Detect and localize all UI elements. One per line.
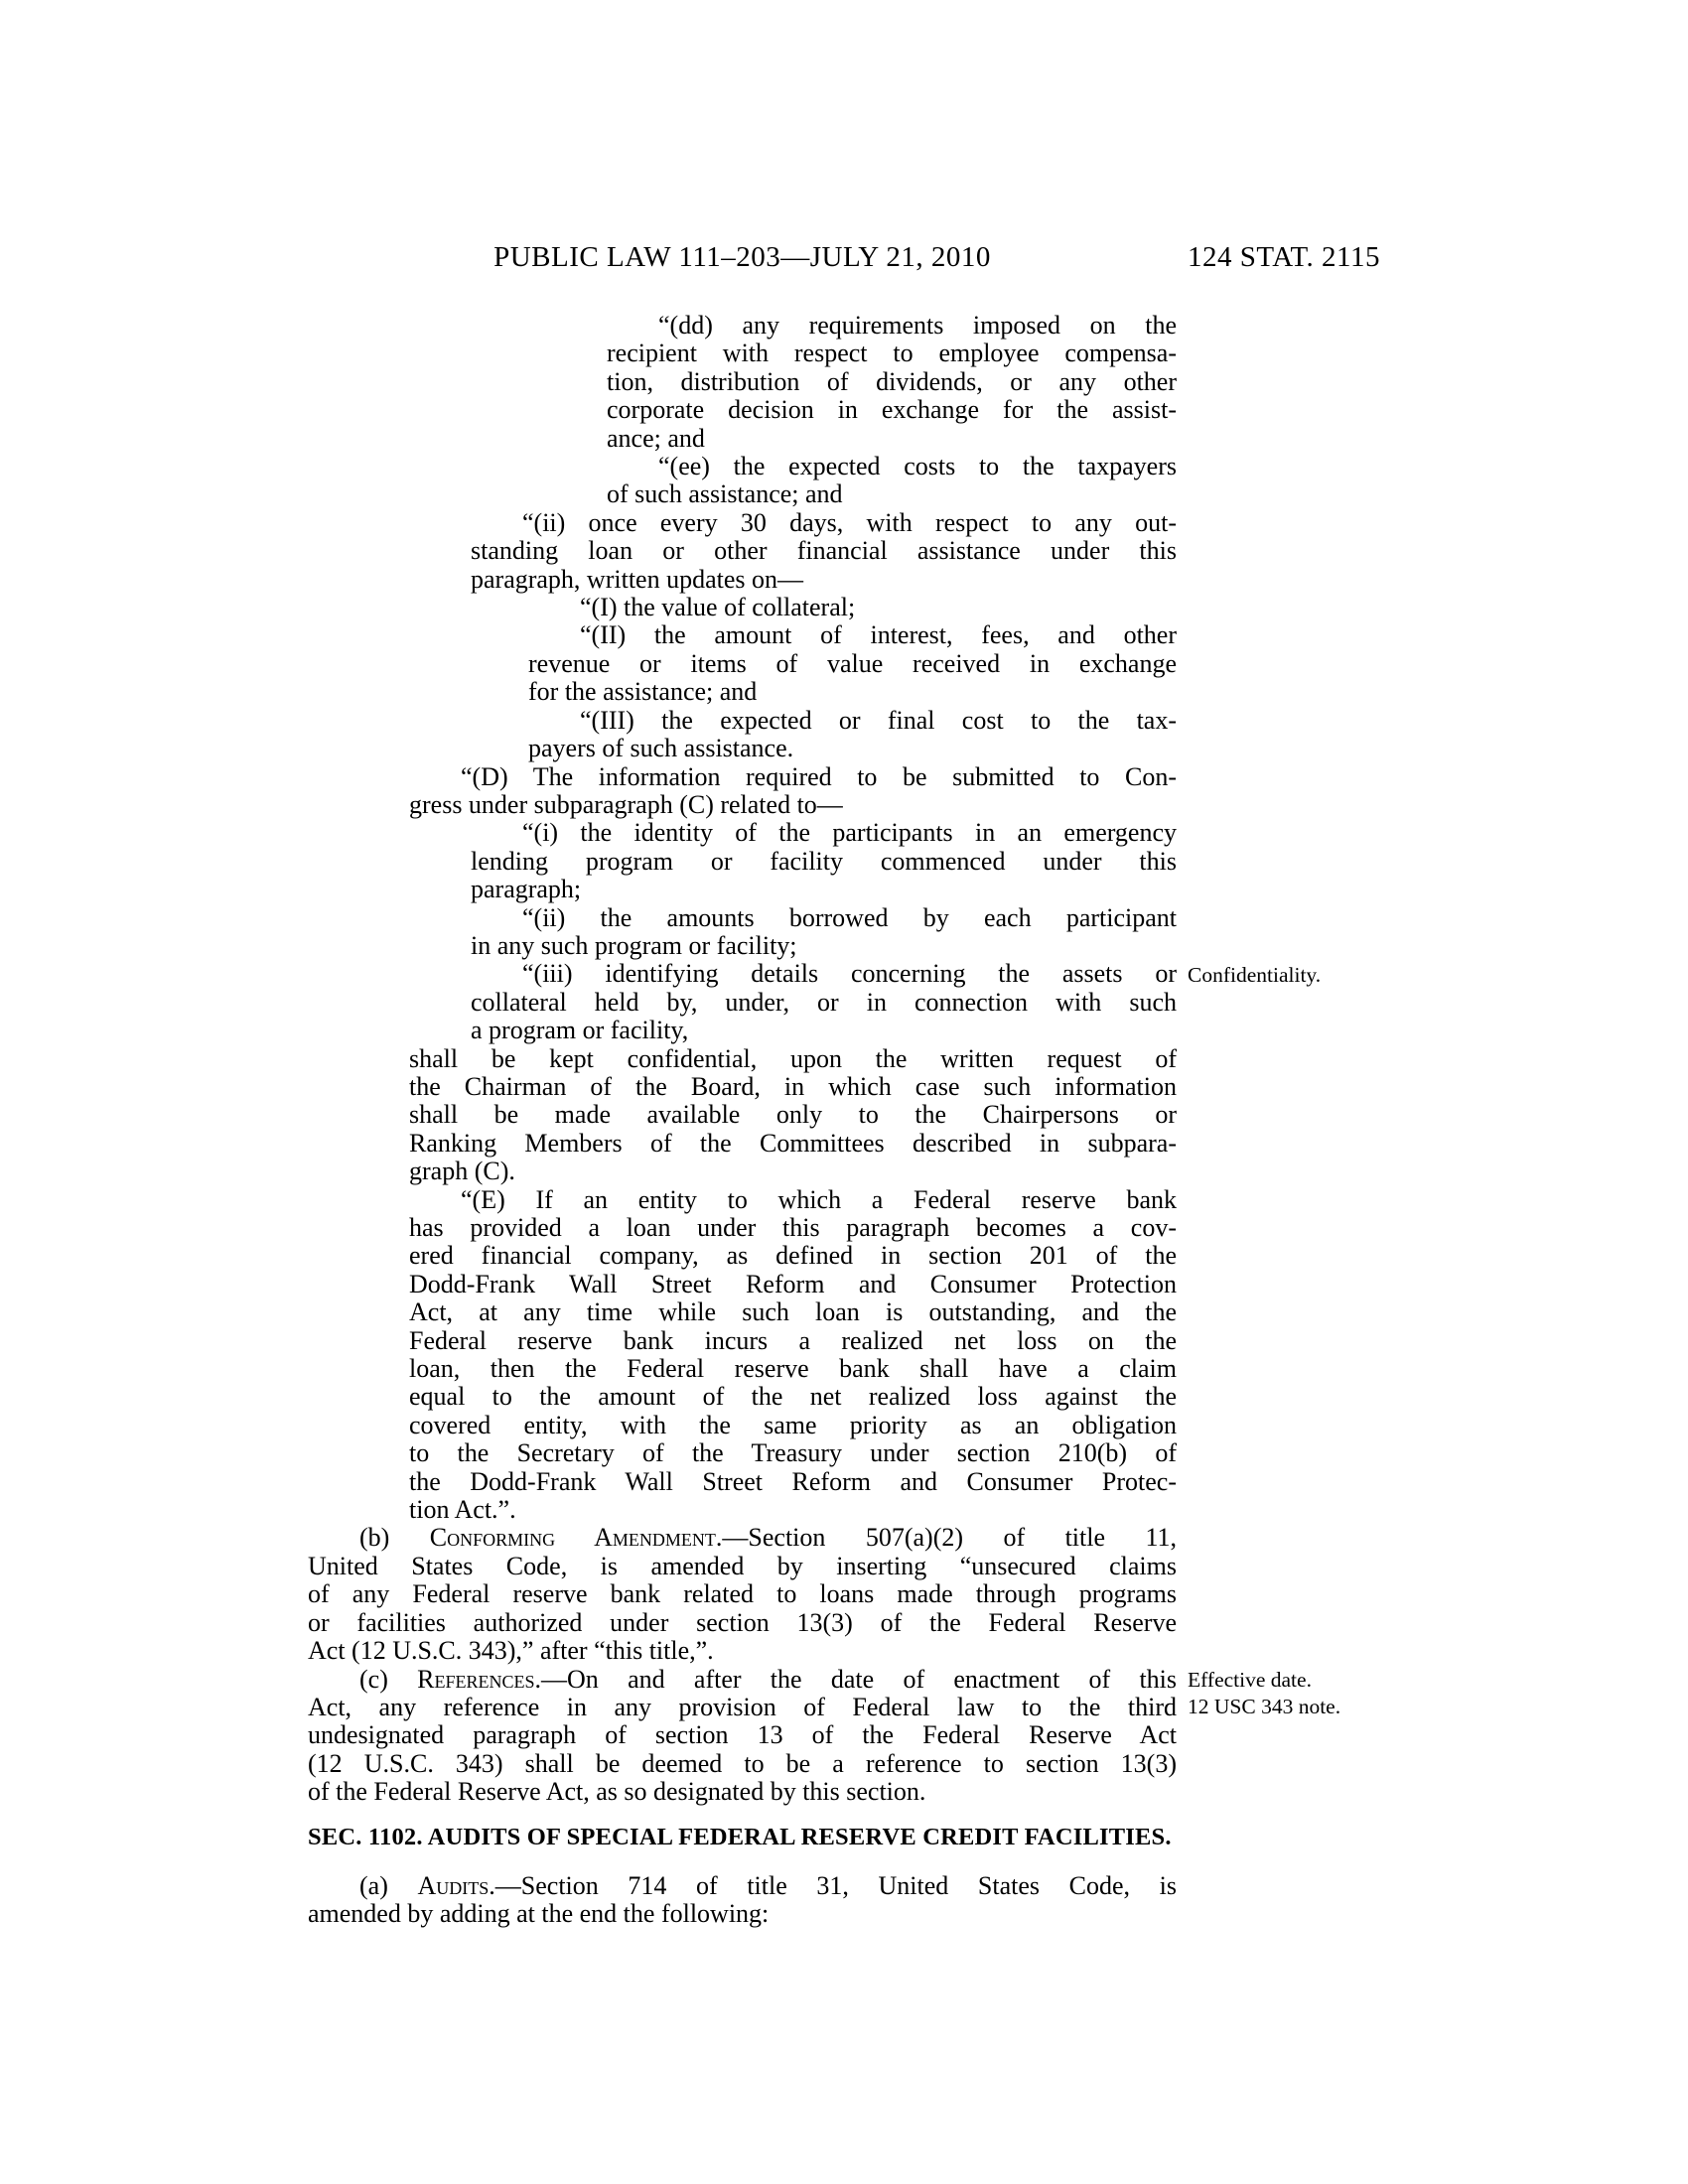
- text-line: “(ii) the amounts borrowed by each participant: [522, 902, 1177, 932]
- text-line: “(II) the amount of interest, fees, and other: [580, 620, 1177, 650]
- text-line: tion, distribution of dividends, or any other: [607, 366, 1177, 396]
- margin-note: [1188, 962, 1401, 989]
- text-line: revenue or items of value received in exchange: [528, 648, 1177, 678]
- margin-note-line: Confidentiality.: [1188, 963, 1322, 988]
- paragraph: [528, 707, 1177, 763]
- text-line: Act, any reference in any provision of Federal law to the third: [308, 1692, 1177, 1721]
- paragraph: [471, 904, 1177, 961]
- text-line: paragraph, written updates on—: [471, 564, 804, 594]
- small-caps-text: Conforming Amendment: [429, 1523, 716, 1553]
- running-head: [308, 241, 1380, 279]
- text-line: in any such program or facility;: [471, 930, 797, 960]
- text-line: to the Secretary of the Treasury under section 210(b) of: [409, 1438, 1177, 1468]
- text-line: of the Federal Reserve Act, as so designated by this section.: [308, 1777, 926, 1807]
- text-line: “(ee) the expected costs to the taxpayers: [658, 452, 1177, 481]
- text-line: of any Federal reserve bank related to loans made through programs: [308, 1579, 1177, 1609]
- text-line: “(E) If an entity to which a Federal reserve bank: [461, 1184, 1177, 1214]
- text-line: shall be kept confidential, upon the written request of: [409, 1043, 1177, 1073]
- header-stat-number: 124 STAT. 2115: [1188, 241, 1380, 273]
- text-line: shall be made available only to the Chairpersons or: [409, 1100, 1177, 1130]
- text-line: of such assistance; and: [607, 479, 843, 509]
- text-line: a program or facility,: [471, 1016, 689, 1045]
- text-line: graph (C).: [409, 1157, 515, 1186]
- text-line: amended by adding at the end the following:: [308, 1899, 770, 1929]
- text-line: the Chairman of the Board, in which case such information: [409, 1071, 1177, 1101]
- text-line: for the assistance; and: [528, 677, 758, 707]
- text-line: “(III) the expected or final cost to the tax-: [580, 705, 1177, 735]
- text-line: “(I) the value of collateral;: [580, 593, 856, 622]
- text-line: “(dd) any requirements imposed on the: [658, 311, 1177, 340]
- paragraph: [471, 509, 1177, 594]
- paragraph: [308, 1872, 1177, 1929]
- paragraph: [607, 453, 1177, 509]
- text-segment: .—Section 507(a)(2) of title 11,: [715, 1523, 1177, 1553]
- text-segment: .—Section 714 of title 31, United States Code, is: [489, 1870, 1177, 1900]
- text-line: Ranking Members of the Committees described in subpara-: [409, 1128, 1177, 1158]
- text-line: tion Act.”.: [409, 1495, 516, 1525]
- text-segment: (c): [359, 1664, 418, 1694]
- text-line: United States Code, is amended by inserting “unsecured claims: [308, 1551, 1177, 1580]
- text-line: “(iii) identifying details concerning the assets or: [522, 959, 1177, 989]
- paragraph: [471, 960, 1177, 1044]
- paragraph: [308, 1524, 1177, 1665]
- text-line: has provided a loan under this paragraph becomes a cov-: [409, 1213, 1177, 1242]
- text-segment: .—On and after the date of enactment of this: [534, 1664, 1178, 1694]
- paragraph: [308, 1666, 1177, 1807]
- text-line: payers of such assistance.: [528, 734, 794, 763]
- text-line: gress under subparagraph (C) related to—: [409, 789, 843, 819]
- text-line: corporate decision in exchange for the assist-: [607, 395, 1177, 425]
- text-line: or facilities authorized under section 13(3) of the Federal Reserve: [308, 1607, 1177, 1637]
- text-line: recipient with respect to employee compensa-: [607, 339, 1177, 368]
- text-line: (12 U.S.C. 343) shall be deemed to be a reference to section 13(3): [308, 1748, 1177, 1778]
- text-line: [308, 1666, 1177, 1694]
- text-line: covered entity, with the same priority as an obligation: [409, 1410, 1177, 1439]
- text-line: Act (12 U.S.C. 343),” after “this title,”.: [308, 1636, 714, 1666]
- text-line: Dodd-Frank Wall Street Reform and Consumer Protection: [409, 1269, 1177, 1298]
- text-line: “(i) the identity of the participants in an emergency: [522, 818, 1177, 848]
- margin-note-line: Effective date.: [1188, 1668, 1312, 1693]
- document-body: [308, 312, 1177, 1929]
- paragraph: [409, 1045, 1177, 1186]
- text-segment: (a): [359, 1870, 418, 1900]
- text-line: paragraph;: [471, 875, 582, 904]
- paragraph: [409, 763, 1177, 820]
- paragraph: [409, 1186, 1177, 1525]
- margin-note: [1188, 1667, 1401, 1720]
- text-line: Act, at any time while such loan is outstanding, and the: [409, 1297, 1177, 1327]
- paragraph: [471, 819, 1177, 903]
- paragraph: [528, 621, 1177, 706]
- text-line: “(ii) once every 30 days, with respect to any out-: [522, 507, 1177, 537]
- text-line: ance; and: [607, 423, 705, 453]
- text-line: [308, 1524, 1177, 1552]
- text-line: collateral held by, under, or in connection with such: [471, 987, 1177, 1017]
- small-caps-text: Audits: [417, 1870, 490, 1900]
- text-line: lending program or facility commenced under this: [471, 846, 1177, 876]
- text-line: undesignated paragraph of section 13 of the Federal Reserve Act: [308, 1720, 1177, 1750]
- text-line: “(D) The information required to be submitted to Con-: [461, 761, 1177, 791]
- text-line: equal to the amount of the net realized loss against the: [409, 1382, 1177, 1412]
- margin-note-line: 12 USC 343 note.: [1188, 1695, 1341, 1719]
- text-line: the Dodd-Frank Wall Street Reform and Consumer Protec-: [409, 1466, 1177, 1496]
- text-line: standing loan or other financial assistance under this: [471, 536, 1177, 566]
- text-line: loan, then the Federal reserve bank shall have a claim: [409, 1354, 1177, 1384]
- small-caps-text: References: [417, 1664, 535, 1694]
- header-law-title: PUBLIC LAW 111–203—JULY 21, 2010: [493, 241, 991, 273]
- text-line: Federal reserve bank incurs a realized net loss on the: [409, 1325, 1177, 1355]
- section-heading: SEC. 1102. AUDITS OF SPECIAL FEDERAL RESERVE CREDIT FACILITIES.: [308, 1823, 1172, 1850]
- paragraph: [528, 594, 1177, 621]
- text-line: [308, 1872, 1177, 1900]
- paragraph: [607, 312, 1177, 453]
- text-line: ered financial company, as defined in section 201 of the: [409, 1241, 1177, 1271]
- text-segment: (b): [359, 1523, 430, 1553]
